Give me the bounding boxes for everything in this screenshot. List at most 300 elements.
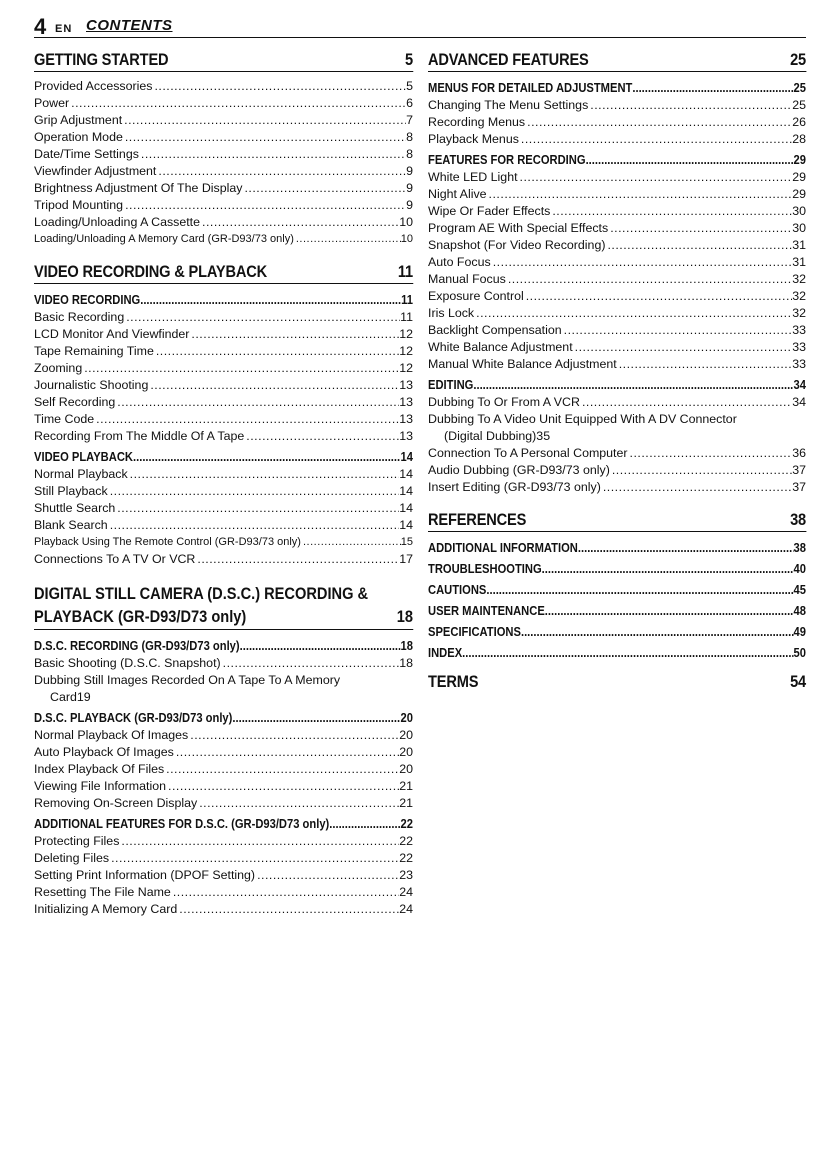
toc-entry[interactable] bbox=[34, 411, 413, 428]
toc-entry[interactable] bbox=[428, 305, 806, 322]
leader-dots bbox=[487, 186, 793, 203]
section-references[interactable] bbox=[428, 510, 806, 532]
subsection-heading[interactable] bbox=[428, 538, 806, 557]
entry-page: 22 bbox=[399, 834, 413, 848]
subsection-page: 11 bbox=[401, 292, 413, 307]
toc-entry[interactable] bbox=[34, 231, 413, 248]
section-page: 18 bbox=[396, 607, 413, 626]
leader-dots bbox=[462, 643, 793, 662]
entry-title: Auto Focus bbox=[428, 255, 491, 269]
entry-page: 40 bbox=[793, 561, 806, 576]
toc-entry[interactable] bbox=[428, 131, 806, 148]
subsection-video-recording[interactable] bbox=[34, 290, 413, 309]
toc-entry[interactable] bbox=[34, 850, 413, 867]
leader-dots bbox=[486, 580, 793, 599]
entry-title: Connection To A Personal Computer bbox=[428, 446, 628, 460]
toc-entry[interactable] bbox=[34, 655, 413, 672]
entry-title: Insert Editing (GR-D93/73 only) bbox=[428, 480, 601, 494]
entry-title: SPECIFICATIONS bbox=[428, 624, 521, 639]
leader-dots bbox=[573, 339, 793, 356]
toc-entry[interactable] bbox=[34, 833, 413, 850]
toc-entry[interactable] bbox=[428, 97, 806, 114]
entry-title: Manual Focus bbox=[428, 272, 506, 286]
entry-page: 9 bbox=[406, 164, 413, 178]
subsection-dsc-playback[interactable] bbox=[34, 708, 413, 727]
entry-title: Wipe Or Fader Effects bbox=[428, 204, 551, 218]
leader-dots bbox=[524, 288, 792, 305]
toc-entry[interactable] bbox=[34, 517, 413, 534]
subsection-title: VIDEO RECORDING bbox=[34, 292, 141, 307]
subsection-dsc-additional[interactable] bbox=[34, 814, 413, 833]
entry-page: 29 bbox=[792, 170, 806, 184]
section-title: REFERENCES bbox=[428, 510, 527, 529]
section-page: 11 bbox=[397, 262, 413, 281]
entry-page: 29 bbox=[792, 187, 806, 201]
leader-dots bbox=[115, 500, 399, 517]
toc-entry[interactable] bbox=[34, 180, 413, 197]
toc-entry[interactable] bbox=[34, 778, 413, 795]
toc-entry[interactable] bbox=[34, 500, 413, 517]
section-dsc-recording-playback[interactable] bbox=[34, 582, 413, 630]
leader-dots bbox=[108, 517, 400, 534]
subsection-heading[interactable] bbox=[428, 622, 806, 641]
section-title: GETTING STARTED bbox=[34, 50, 169, 69]
leader-dots bbox=[124, 309, 400, 326]
section-getting-started[interactable] bbox=[34, 50, 413, 72]
entry-title: Recording From The Middle Of A Tape bbox=[34, 429, 245, 443]
entry-title: USER MAINTENANCE bbox=[428, 603, 545, 618]
subsection-page: 29 bbox=[793, 152, 806, 167]
entry-title: Audio Dubbing (GR-D93/73 only) bbox=[428, 463, 610, 477]
toc-entry[interactable] bbox=[34, 795, 413, 812]
toc-entry[interactable] bbox=[34, 466, 413, 483]
section-page: 54 bbox=[790, 672, 806, 691]
entry-page: 18 bbox=[399, 656, 413, 670]
toc-entry[interactable] bbox=[34, 326, 413, 343]
entry-page: 26 bbox=[792, 115, 806, 129]
entry-title: ADDITIONAL INFORMATION bbox=[428, 540, 578, 555]
entry-page: 33 bbox=[792, 323, 806, 337]
entry-page: 19 bbox=[76, 690, 91, 704]
section-title: TERMS bbox=[428, 672, 479, 691]
toc-entry[interactable] bbox=[428, 356, 806, 373]
toc-entry[interactable] bbox=[34, 377, 413, 394]
entry-page: 5 bbox=[406, 79, 413, 93]
entry-title: Viewing File Information bbox=[34, 779, 167, 793]
entry-title: Provided Accessories bbox=[34, 79, 153, 93]
toc-entry[interactable] bbox=[34, 727, 413, 744]
leader-dots bbox=[506, 271, 792, 288]
entry-title: Dubbing To Or From A VCR bbox=[428, 395, 580, 409]
section-video-recording-playback[interactable] bbox=[34, 262, 413, 284]
entry-page: 12 bbox=[399, 361, 413, 375]
toc-entry[interactable] bbox=[428, 394, 806, 411]
leader-dots bbox=[578, 538, 794, 557]
toc-entry[interactable] bbox=[34, 163, 413, 180]
toc-entry[interactable] bbox=[428, 462, 806, 479]
entry-page: 14 bbox=[399, 501, 413, 515]
subsection-title: VIDEO PLAYBACK bbox=[34, 449, 133, 464]
entry-page: 12 bbox=[399, 344, 413, 358]
entry-title: Self Recording bbox=[34, 395, 116, 409]
toc-list bbox=[428, 169, 806, 373]
entry-page: 48 bbox=[793, 603, 806, 618]
toc-entry[interactable] bbox=[34, 394, 413, 411]
section-title: ADVANCED FEATURES bbox=[428, 50, 589, 69]
entry-title: Shuttle Search bbox=[34, 501, 116, 515]
entry-page: 10 bbox=[399, 215, 413, 229]
toc-list bbox=[34, 78, 413, 248]
entry-page: 38 bbox=[793, 540, 806, 555]
leader-dots bbox=[628, 445, 793, 462]
toc-list bbox=[34, 466, 413, 568]
leader-dots bbox=[119, 833, 399, 850]
toc-list bbox=[34, 309, 413, 445]
entry-title: Initializing A Memory Card bbox=[34, 902, 178, 916]
toc-entry[interactable] bbox=[34, 867, 413, 884]
entry-page: 14 bbox=[399, 484, 413, 498]
leader-dots bbox=[562, 322, 793, 339]
entry-title: CAUTIONS bbox=[428, 582, 487, 597]
toc-entry[interactable] bbox=[428, 339, 806, 356]
leader-dots bbox=[550, 203, 792, 220]
entry-page: 24 bbox=[399, 885, 413, 899]
section-advanced-features[interactable] bbox=[428, 50, 806, 72]
entry-page: 8 bbox=[406, 147, 413, 161]
leader-dots bbox=[152, 78, 406, 95]
leader-dots bbox=[164, 761, 399, 778]
toc-entry[interactable] bbox=[428, 288, 806, 305]
subsection-title: EDITING bbox=[428, 377, 474, 392]
entry-page: 50 bbox=[793, 645, 806, 660]
entry-title: Auto Playback Of Images bbox=[34, 745, 174, 759]
leader-dots bbox=[610, 462, 792, 479]
subsection-editing[interactable] bbox=[428, 375, 806, 394]
toc-entry[interactable] bbox=[34, 360, 413, 377]
leader-dots bbox=[545, 601, 794, 620]
leader-dots bbox=[123, 197, 406, 214]
entry-page: 30 bbox=[792, 204, 806, 218]
toc-entry[interactable] bbox=[428, 237, 806, 254]
subsection-title: D.S.C. RECORDING (GR-D93/D73 only) bbox=[34, 638, 240, 653]
section-terms[interactable] bbox=[428, 672, 806, 693]
entry-title: TROUBLESHOOTING bbox=[428, 561, 542, 576]
entry-page: 33 bbox=[792, 357, 806, 371]
toc-list bbox=[34, 833, 413, 918]
toc-entry[interactable] bbox=[428, 186, 806, 203]
subsection-dsc-recording[interactable] bbox=[34, 636, 413, 655]
entry-page: 31 bbox=[792, 238, 806, 252]
toc-list bbox=[428, 538, 806, 662]
leader-dots bbox=[139, 146, 406, 163]
leader-dots bbox=[301, 534, 401, 551]
entry-page: 32 bbox=[792, 289, 806, 303]
section-title-line2: PLAYBACK (GR-D93/D73 only) bbox=[34, 607, 247, 626]
entry-title: Viewfinder Adjustment bbox=[34, 164, 157, 178]
entry-page: 36 bbox=[792, 446, 806, 460]
entry-title: Night Alive bbox=[428, 187, 487, 201]
toc-entry[interactable] bbox=[34, 744, 413, 761]
entry-title: Playback Using The Remote Control (GR-D93/73 only) bbox=[34, 536, 301, 548]
entry-title: INDEX bbox=[428, 645, 463, 660]
subsection-page: 18 bbox=[400, 638, 413, 653]
toc-entry[interactable] bbox=[428, 445, 806, 462]
entry-page: 22 bbox=[399, 851, 413, 865]
entry-title: Removing On-Screen Display bbox=[34, 796, 198, 810]
leader-dots bbox=[188, 727, 399, 744]
leader-dots bbox=[586, 150, 794, 169]
entry-title: Brightness Adjustment Of The Display bbox=[34, 181, 243, 195]
entry-title: Blank Search bbox=[34, 518, 108, 532]
leader-dots bbox=[474, 305, 792, 322]
page-number: 4 bbox=[34, 14, 47, 39]
leader-dots bbox=[123, 129, 406, 146]
entry-title: Program AE With Special Effects bbox=[428, 221, 609, 235]
entry-page: 13 bbox=[399, 412, 413, 426]
toc-entry[interactable] bbox=[428, 203, 806, 220]
entry-title: Tripod Mounting bbox=[34, 198, 124, 212]
entry-title: White Balance Adjustment bbox=[428, 340, 573, 354]
leader-dots bbox=[109, 850, 399, 867]
entry-page: 14 bbox=[399, 518, 413, 532]
entry-page: 32 bbox=[792, 306, 806, 320]
leader-dots bbox=[232, 708, 400, 727]
right-column bbox=[428, 50, 806, 699]
subsection-heading[interactable] bbox=[428, 559, 806, 578]
entry-title: Recording Menus bbox=[428, 115, 526, 129]
subsection-page: 22 bbox=[400, 816, 413, 831]
leader-dots bbox=[197, 795, 399, 812]
leader-dots bbox=[294, 231, 401, 248]
subsection-heading[interactable] bbox=[428, 601, 806, 620]
entry-title: Playback Menus bbox=[428, 132, 519, 146]
toc-entry[interactable] bbox=[34, 129, 413, 146]
subsection-heading[interactable] bbox=[428, 580, 806, 599]
entry-page: 32 bbox=[792, 272, 806, 286]
toc-entry[interactable] bbox=[428, 479, 806, 496]
entry-page: 13 bbox=[399, 429, 413, 443]
toc-entry[interactable] bbox=[34, 884, 413, 901]
toc-entry[interactable] bbox=[428, 169, 806, 186]
entry-page: 6 bbox=[406, 96, 413, 110]
toc-entry[interactable] bbox=[34, 551, 413, 568]
leader-dots bbox=[108, 483, 400, 500]
entry-page: 23 bbox=[399, 868, 413, 882]
entry-title: White LED Light bbox=[428, 170, 518, 184]
entry-title: Deleting Files bbox=[34, 851, 110, 865]
toc-entry[interactable] bbox=[34, 343, 413, 360]
entry-page: 28 bbox=[792, 132, 806, 146]
leader-dots bbox=[601, 479, 792, 496]
toc-entry[interactable] bbox=[428, 322, 806, 339]
toc-list bbox=[428, 445, 806, 496]
entry-page: 14 bbox=[399, 467, 413, 481]
entry-title: Manual White Balance Adjustment bbox=[428, 357, 617, 371]
toc-entry[interactable] bbox=[34, 761, 413, 778]
entry-page: 45 bbox=[793, 582, 806, 597]
entry-title: Setting Print Information (DPOF Setting) bbox=[34, 868, 256, 882]
leader-dots bbox=[154, 343, 399, 360]
entry-title: Still Playback bbox=[34, 484, 108, 498]
leader-dots bbox=[174, 744, 399, 761]
leader-dots bbox=[195, 551, 399, 568]
leader-dots bbox=[617, 356, 792, 373]
toc-entry[interactable] bbox=[34, 309, 413, 326]
leader-dots bbox=[200, 214, 399, 231]
leader-dots bbox=[588, 97, 792, 114]
section-page: 38 bbox=[790, 510, 806, 529]
entry-page: 21 bbox=[399, 779, 413, 793]
leader-dots bbox=[156, 163, 406, 180]
entry-title: Time Code bbox=[34, 412, 95, 426]
subsection-title: FEATURES FOR RECORDING bbox=[428, 152, 586, 167]
leader-dots bbox=[491, 254, 793, 271]
leader-dots bbox=[632, 78, 793, 97]
entry-title: Tape Remaining Time bbox=[34, 344, 154, 358]
leader-dots bbox=[221, 655, 400, 672]
entry-title: Grip Adjustment bbox=[34, 113, 123, 127]
leader-dots bbox=[128, 466, 400, 483]
toc-entry[interactable] bbox=[34, 95, 413, 112]
entry-title: Zooming bbox=[34, 361, 83, 375]
entry-page: 34 bbox=[792, 395, 806, 409]
entry-title: Journalistic Shooting bbox=[34, 378, 149, 392]
leader-dots bbox=[580, 394, 792, 411]
section-page: 25 bbox=[790, 50, 806, 69]
header-rule bbox=[34, 37, 806, 38]
entry-title-line2: (Digital Dubbing) bbox=[444, 429, 537, 443]
subsection-title: ADDITIONAL FEATURES FOR D.S.C. (GR-D93/D73 only) bbox=[34, 816, 330, 831]
toc-entry[interactable] bbox=[34, 483, 413, 500]
leader-dots bbox=[519, 131, 792, 148]
toc-entry[interactable] bbox=[34, 901, 413, 918]
entry-page: 37 bbox=[792, 463, 806, 477]
leader-dots bbox=[189, 326, 399, 343]
entry-page: 20 bbox=[399, 762, 413, 776]
toc-list bbox=[34, 727, 413, 812]
leader-dots bbox=[115, 394, 399, 411]
toc-entry[interactable] bbox=[428, 411, 806, 445]
entry-page: 21 bbox=[399, 796, 413, 810]
leader-dots bbox=[69, 95, 406, 112]
subsection-title: D.S.C. PLAYBACK (GR-D93/D73 only) bbox=[34, 710, 233, 725]
entry-title: Iris Lock bbox=[428, 306, 475, 320]
entry-title: Backlight Compensation bbox=[428, 323, 562, 337]
entry-title: Normal Playback bbox=[34, 467, 128, 481]
leader-dots bbox=[244, 428, 399, 445]
entry-title-line1: Dubbing Still Images Recorded On A Tape To A Memory bbox=[34, 673, 341, 687]
toc-entry[interactable] bbox=[34, 428, 413, 445]
toc-entry[interactable] bbox=[34, 197, 413, 214]
leader-dots bbox=[605, 237, 792, 254]
entry-page: 9 bbox=[406, 181, 413, 195]
section-title-line1: DIGITAL STILL CAMERA (D.S.C.) RECORDING & bbox=[34, 584, 369, 603]
entry-page: 49 bbox=[793, 624, 806, 639]
leader-dots bbox=[255, 867, 399, 884]
leader-dots bbox=[525, 114, 792, 131]
entry-page: 11 bbox=[400, 310, 413, 324]
entry-page: 31 bbox=[792, 255, 806, 269]
leader-dots bbox=[473, 375, 793, 394]
entry-page: 13 bbox=[399, 378, 413, 392]
entry-page: 10 bbox=[400, 233, 413, 245]
leader-dots bbox=[329, 814, 400, 833]
toc-entry[interactable] bbox=[34, 534, 413, 551]
entry-title: Normal Playback Of Images bbox=[34, 728, 189, 742]
subsection-video-playback[interactable] bbox=[34, 447, 413, 466]
entry-page: 8 bbox=[406, 130, 413, 144]
toc-entry[interactable] bbox=[34, 672, 413, 706]
entry-page: 24 bbox=[399, 902, 413, 916]
leader-dots bbox=[608, 220, 792, 237]
leader-dots bbox=[122, 112, 406, 129]
section-title: VIDEO RECORDING & PLAYBACK bbox=[34, 262, 268, 281]
toc-entry[interactable] bbox=[428, 220, 806, 237]
subsection-title: MENUS FOR DETAILED ADJUSTMENT bbox=[428, 80, 633, 95]
leader-dots bbox=[240, 636, 401, 655]
leader-dots bbox=[94, 411, 399, 428]
entry-page: 20 bbox=[399, 745, 413, 759]
left-column bbox=[34, 50, 413, 918]
entry-page: 7 bbox=[406, 113, 413, 127]
leader-dots bbox=[133, 447, 401, 466]
entry-title-line2: Card bbox=[50, 690, 77, 704]
subsection-page: 34 bbox=[793, 377, 806, 392]
subsection-page: 14 bbox=[400, 449, 413, 464]
subsection-page: 20 bbox=[400, 710, 413, 725]
toc-entry[interactable] bbox=[34, 112, 413, 129]
entry-title: Basic Recording bbox=[34, 310, 125, 324]
leader-dots bbox=[140, 290, 401, 309]
toc-list bbox=[428, 97, 806, 148]
entry-title: Date/Time Settings bbox=[34, 147, 139, 161]
entry-title: Power bbox=[34, 96, 70, 110]
subsection-features-recording[interactable] bbox=[428, 150, 806, 169]
leader-dots bbox=[521, 622, 794, 641]
subsection-page: 25 bbox=[793, 80, 806, 95]
entry-page: 13 bbox=[399, 395, 413, 409]
leader-dots bbox=[148, 377, 399, 394]
entry-title: Protecting Files bbox=[34, 834, 120, 848]
entry-page: 25 bbox=[792, 98, 806, 112]
entry-page: 30 bbox=[792, 221, 806, 235]
leader-dots bbox=[82, 360, 399, 377]
entry-title-line1: Dubbing To A Video Unit Equipped With A DV Connector bbox=[428, 412, 737, 426]
page-title: CONTENTS bbox=[86, 17, 173, 34]
toc-entry[interactable] bbox=[34, 78, 413, 95]
toc-entry[interactable] bbox=[428, 271, 806, 288]
leader-dots bbox=[177, 901, 399, 918]
subsection-menus[interactable] bbox=[428, 78, 806, 97]
leader-dots bbox=[171, 884, 399, 901]
entry-title: Snapshot (For Video Recording) bbox=[428, 238, 606, 252]
leader-dots bbox=[242, 180, 406, 197]
entry-page: 35 bbox=[536, 429, 551, 443]
toc-entry[interactable] bbox=[34, 146, 413, 163]
entry-page: 17 bbox=[399, 552, 413, 566]
toc-entry[interactable] bbox=[428, 114, 806, 131]
toc-entry[interactable] bbox=[34, 214, 413, 231]
entry-page: 15 bbox=[400, 536, 413, 548]
entry-title: Exposure Control bbox=[428, 289, 524, 303]
section-page: 5 bbox=[405, 50, 413, 69]
entry-title: LCD Monitor And Viewfinder bbox=[34, 327, 190, 341]
language-label: EN bbox=[55, 23, 73, 35]
entry-title: Resetting The File Name bbox=[34, 885, 171, 899]
toc-entry[interactable] bbox=[428, 254, 806, 271]
subsection-heading[interactable] bbox=[428, 643, 806, 662]
entry-page: 9 bbox=[406, 198, 413, 212]
